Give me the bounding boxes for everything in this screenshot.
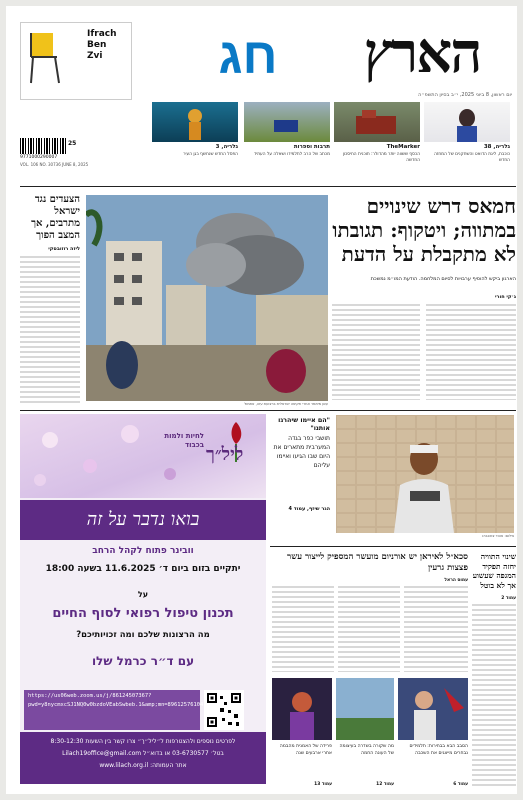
lead-photo-image — [86, 195, 328, 401]
second-photo-image — [336, 415, 514, 533]
teaser-1[interactable] — [424, 102, 510, 174]
teaser-image — [152, 102, 238, 142]
teaser-text: מכתב של הרב לתלמידו ושאלה על העתיד — [253, 152, 330, 157]
teaser-image — [244, 102, 330, 142]
lead-subhead: הארגון ביקש להוסיף ערבויות לסיום המלחמה. הודעת המו״מ נמשכת — [370, 276, 516, 282]
ad-tagline: לחיות ולמות בכבוד — [164, 432, 204, 449]
teaser-3[interactable] — [244, 102, 330, 174]
left-column-body — [20, 256, 80, 404]
issue-line: VOL. 106 NO. 30736 JUNE 8, 2025 — [20, 162, 89, 167]
ad-footer-line-2[interactable]: בטל׳ 03-6730577 או בדוא״ל Lilach19office@gmail.com — [62, 750, 224, 757]
teaser-image — [424, 102, 510, 142]
teaser-category: TheMarker — [386, 144, 420, 150]
ad-line-3: על — [137, 590, 149, 599]
holidays-logo: חג — [218, 28, 278, 84]
teaser-category: גלריה, 38 — [483, 144, 510, 150]
article-3-byline: עמוד 2 — [501, 596, 516, 601]
teaser-text: הפסל החדש שנחשף בגן העיר — [183, 152, 238, 157]
ad-line-6: עם ד״ר כרמל שלו — [91, 654, 195, 668]
newspaper-front-page — [6, 6, 517, 794]
teaser-text: כוכבת, ליגת הדואט והשחקנים של המחזה החדש — [434, 152, 510, 163]
bottom-byline-1: עמוד 6 — [453, 782, 468, 787]
lead-body-col-1 — [332, 304, 420, 400]
teaser-text: הכסף ששווה יותר מהדולר: תוכנית החיסכון החדשה — [342, 152, 420, 163]
ad-line-1: וובינר פתוח לקהל הרחב — [92, 546, 194, 556]
ifrach-name: Ifrach Ben Zvi — [87, 29, 117, 61]
issue-number: 25 — [68, 140, 77, 147]
article-2-col-2 — [338, 586, 400, 672]
teaser-category: תרבות וספרות — [293, 144, 330, 150]
bottom-byline-3: עמוד 13 — [314, 782, 332, 787]
article-2-col-3 — [404, 586, 468, 672]
lead-byline: ג׳קי חורי — [495, 294, 516, 300]
ad-line-5: מה הרצונות שלכם ומה זכויותיכם? — [76, 630, 210, 640]
ad-zoom-url[interactable]: https://us06web.zoom.us/j/86124507367?pwd=y8nycmxcSJ1NQ0w0bzdoVEabSwbeb.1&amp;mn=89612576104 — [24, 690, 200, 730]
masthead-title: הארץ — [363, 20, 481, 86]
ad-footer — [20, 732, 266, 784]
bottom-byline-2: עמוד 12 — [376, 782, 394, 787]
lead-headline[interactable]: חמאס דרש שינויים במתווה; ויטקוף: תגובתו לא מתקבלת על הדעת — [332, 194, 516, 266]
quote-headline[interactable]: "הם איימו שיהרגו אותנו" — [278, 416, 330, 432]
qr-code-icon — [206, 692, 242, 728]
bottom-photo-2 — [336, 678, 394, 740]
article-2-col-1 — [272, 586, 334, 672]
article-2-headline[interactable]: סכא״ל לאיראן יש אורניום מועשר המספיק לייצור עשר פצצות גרעין — [287, 552, 468, 573]
qr-code[interactable] — [204, 690, 244, 730]
lead-photo-caption: עשן מיתמר אחרי תקיפה ישראלית ברצועת עזה, אתמול — [244, 402, 328, 406]
second-photo — [336, 415, 514, 533]
teaser-image — [334, 102, 420, 142]
barcode-number: 9771000290007 — [20, 155, 58, 160]
left-column-byline: ליזה רוזובסקי — [48, 246, 80, 252]
quote-body: תושבי כפר בגדה המערבית מתארים את היום שבו הגיעו ואיימו עליהם — [273, 435, 330, 469]
lilach-advertisement[interactable] — [20, 414, 266, 784]
barcode — [20, 138, 66, 154]
teaser-2[interactable] — [334, 102, 420, 174]
article-2-byline: עמוס הראל — [444, 578, 468, 583]
quote-byline: הגר שיזף, עמוד 4 — [288, 506, 330, 512]
bottom-photo-1 — [272, 678, 332, 740]
lead-photo — [86, 195, 328, 401]
ad-banner: בואו נדבר על זה — [20, 500, 266, 540]
divider — [270, 546, 516, 547]
ad-footer-line-1: לפרטים נוספים ולהצטרפות ל״ליל״ך״ צרו קשר בין השעות 8:30-12:30 — [50, 738, 236, 745]
teaser-category: גלריה, 3 — [215, 144, 238, 150]
lead-body-col-2 — [426, 304, 516, 400]
divider — [20, 186, 516, 187]
masthead-tagline: יום ראשון, 8 ביוני 2025, י״ב בסיון התשפ״ה — [418, 92, 512, 98]
second-photo-caption: צילום: אוהד צויגנברג — [482, 534, 514, 538]
ad-line-4: תכנון טיפול רפואי לסוף החיים — [52, 606, 234, 621]
bottom-text-1[interactable]: הסבב הבא בבחירות: תלמידים נבחרים מייצגים את השכבה — [409, 744, 468, 756]
left-column-headline[interactable]: הצעדים נגד ישראל מתרבים, אך המצב הפוך — [31, 194, 80, 241]
bottom-photo-3 — [398, 678, 468, 740]
article-3-body — [472, 604, 516, 788]
divider — [20, 410, 516, 411]
ifrach-ad-box — [20, 22, 132, 100]
article-3-headline[interactable]: שינוי התוויה יחזה תפקיד המגפה שעשוע אך לא בוטל — [472, 552, 516, 590]
teaser-4[interactable] — [152, 102, 238, 174]
chair-icon — [27, 31, 63, 85]
ad-line-2: יתקיים בזום ביום ד׳ 11.6.2025 בשעה 18:00 — [45, 564, 241, 574]
bottom-text-3[interactable]: פרידה של האמנית מהבמה אחרי ארבעים שנה — [279, 744, 332, 756]
bottom-text-2[interactable]: מה שקורה בשדרה בעיצומה של העונה החמה — [339, 744, 394, 756]
ad-footer-line-3[interactable]: אתר העמותה: www.lilach.org.il — [99, 762, 187, 769]
ad-logo-word: ליל״ך — [206, 444, 244, 465]
